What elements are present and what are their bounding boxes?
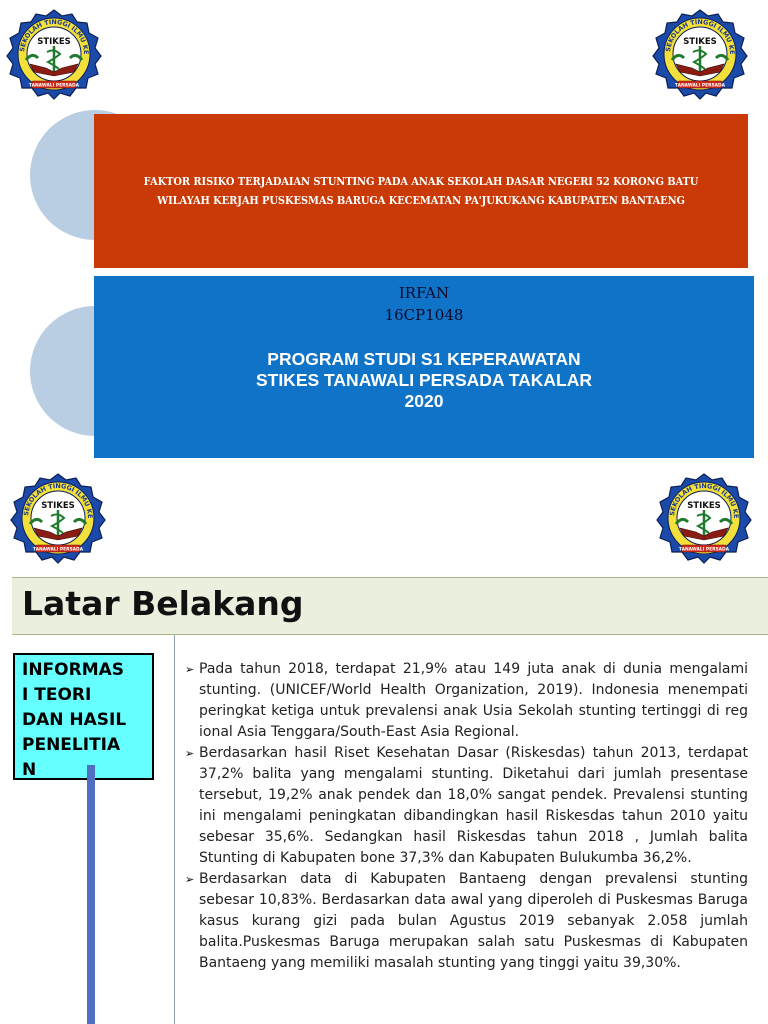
bullet-text: Berdasarkan data di Kabupaten Bantaeng dengan prevalensi stunting sebesar 10,83%. Berdasarkan data awal yang diperoleh di Puskesmas Baruga kasus kurang gizi pada bulan Agustus 2019 sebanyak 2.058 jumlah balita.Puskesmas Baruga merupakan salah satu Puskesmas di Kabupaten Bantaeng yang memiliki masalah stunting yang tinggi yaitu 39,30%.: [199, 871, 748, 971]
student-id: 16CP1048: [384, 306, 464, 324]
section-title: Latar Belakang: [22, 584, 304, 623]
vertical-connector-bar: [87, 765, 95, 1024]
stikes-logo-bottom-right: [652, 472, 756, 564]
column-divider: [174, 635, 175, 1024]
stikes-logo-top-left: [2, 8, 106, 100]
bullet-text: Berdasarkan hasil Riset Kesehatan Dasar (Riskesdas) tahun 2013, terdapat 37,2% balita yang mengalami stunting. Diketahui dari jumlah presentase tersebut, 19,2% anak pendek dan 18,0% sangat pendek. Prevalensi stunting ini mengalami peningkatan dibandingkan hasil Riskesdas tahun 2010 yaitu sebesar 35,6%. Sedangkan hasil Riskesdas tahun 2018 , Jumlah balita Stunting di Kabupaten bone 37,3% dan Kabupaten Bulukumba 36,2%.: [199, 745, 748, 866]
bullet-item: [185, 659, 748, 743]
program-line-1: PROGRAM STUDI S1 KEPERAWATAN: [267, 349, 581, 369]
author-name: IRFAN: [398, 284, 450, 302]
stikes-logo-bottom-left: [6, 472, 110, 564]
bullet-item: [185, 743, 748, 869]
thesis-title: FAKTOR RISIKO TERJADAIAN STUNTING PADA ANAK SEKOLAH DASAR NEGERI 52 KORONG BATU WILAYAH KERJAH PUSKESMAS BARUGA KECEMATAN PA'JUKUKANG KABUPATEN BANTAENG: [143, 174, 699, 207]
side-label: INFORMAS I TEORI DAN HASIL PENELITIA N: [22, 660, 127, 780]
stikes-logo-top-right: [648, 8, 752, 100]
program-line-2: STIKES TANAWALI PERSADA TAKALAR: [255, 370, 593, 390]
section-header: [12, 577, 768, 635]
author-box: [94, 276, 754, 458]
program-year: 2020: [404, 391, 444, 411]
background-slide: [0, 577, 768, 1024]
bullet-item: [185, 869, 748, 974]
arrow-bullet-icon: ➢: [185, 747, 195, 760]
bullet-list: [185, 659, 748, 974]
title-box: [94, 114, 748, 268]
arrow-bullet-icon: ➢: [185, 663, 195, 676]
arrow-bullet-icon: ➢: [185, 873, 195, 886]
bullet-text: Pada tahun 2018, terdapat 21,9% atau 149 juta anak di dunia mengalami stunting. (UNICEF/World Health Organization, 2019). Indonesia menempati peringkat ketiga untuk prevalensi anak Usia Sekolah stunting tertinggi di reg ional Asia Tenggara/South-East Asia Regional.: [199, 661, 748, 740]
side-label-box: [13, 653, 154, 780]
